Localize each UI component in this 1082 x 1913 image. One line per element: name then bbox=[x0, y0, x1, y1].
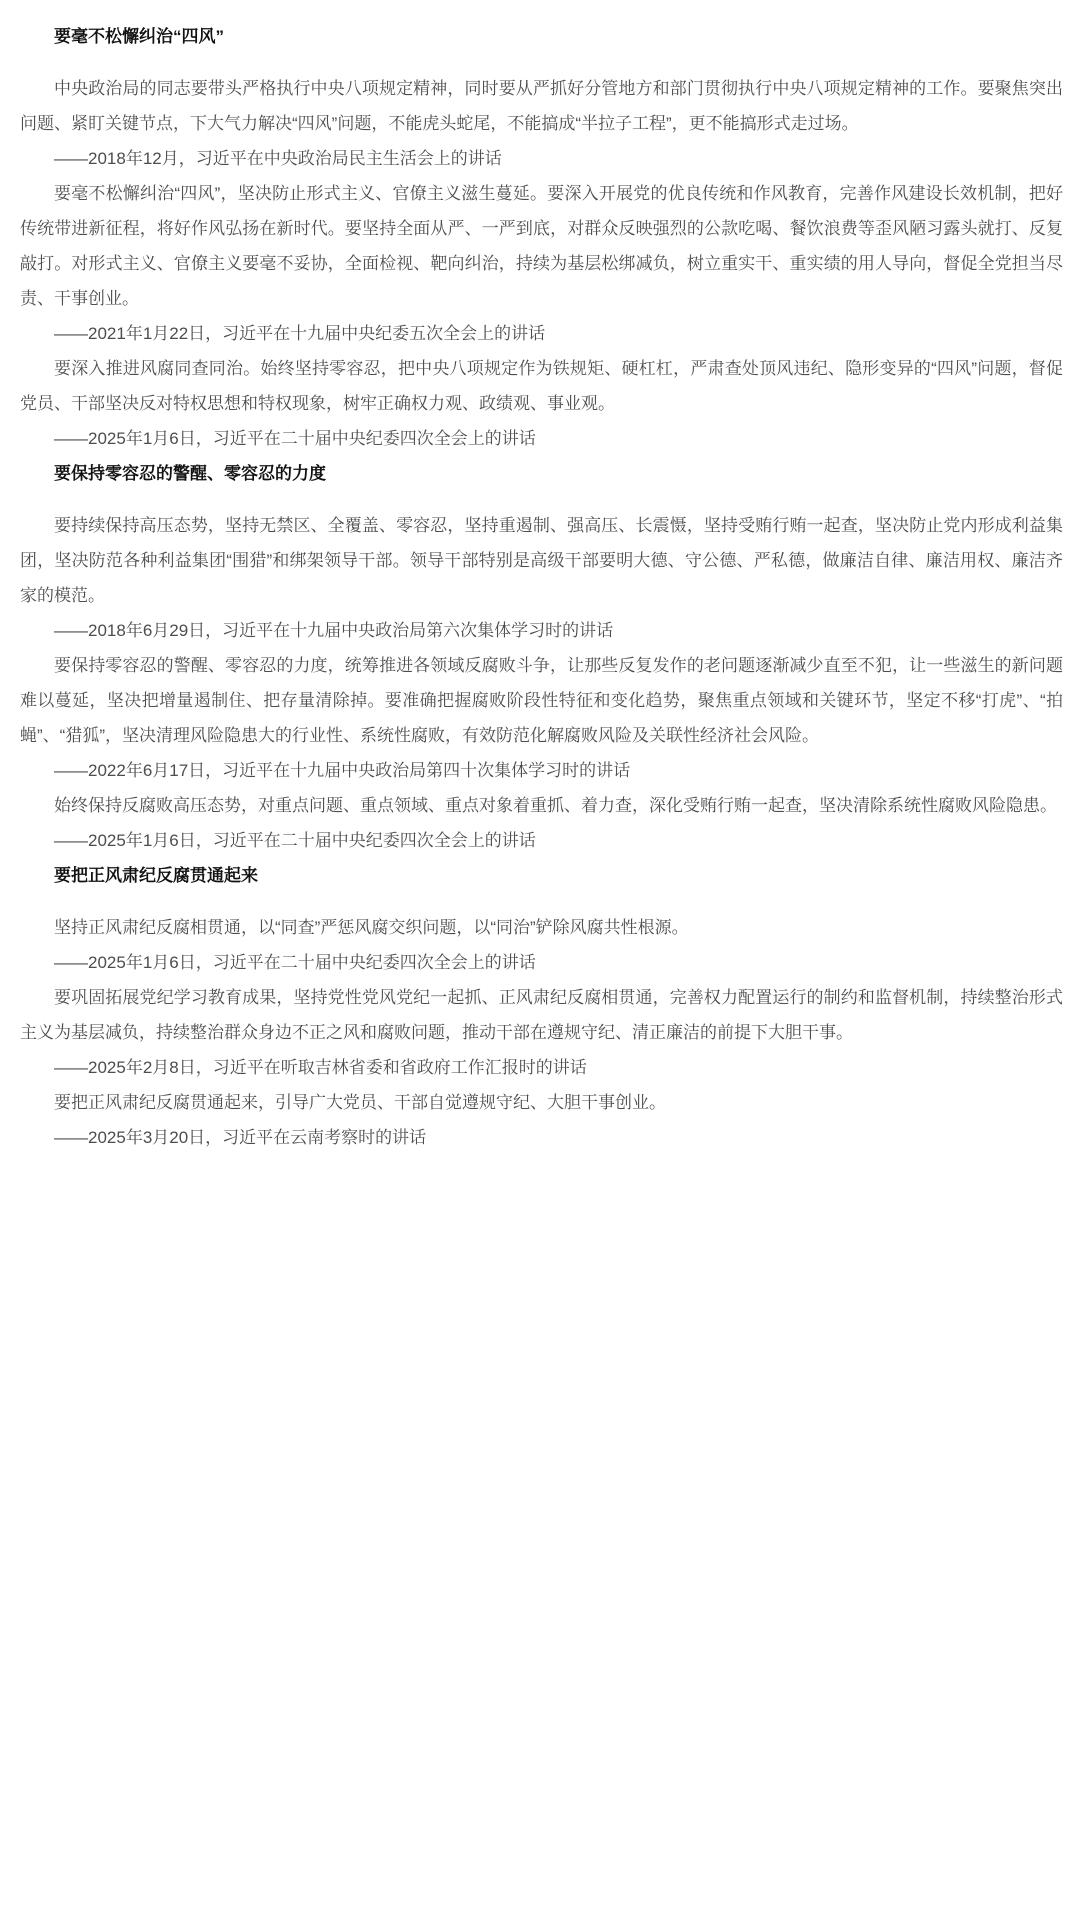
quote-text: 要把正风肃纪反腐贯通起来，引导广大党员、干部自觉遵规守纪、大胆干事创业。 bbox=[54, 1093, 666, 1112]
quote-attribution: ——2018年12月，习近平在中央政治局民主生活会上的讲话 bbox=[54, 149, 502, 168]
quote-block bbox=[20, 71, 1063, 176]
quote-block bbox=[20, 351, 1063, 456]
quote-block bbox=[20, 910, 1063, 980]
quote-block bbox=[20, 508, 1063, 648]
quote-attribution: ——2025年1月6日，习近平在二十届中央纪委四次全会上的讲话 bbox=[54, 831, 536, 850]
quote-text: 要保持零容忍的警醒、零容忍的力度，统筹推进各领域反腐败斗争，让那些反复发作的老问题逐渐减少直至不犯，让一些滋生的新问题难以蔓延，坚决把增量遏制住、把存量清除掉。要准确把握腐败阶段性特征和变化趋势，聚焦重点领域和关键环节，坚定不移“打虎”、“拍蝇”、“猎狐”，坚决清理风险隐患大的行业性、系统性腐败，有效防范化解腐败风险及关联性经济社会风险。 bbox=[20, 656, 1063, 745]
quote-attribution: ——2022年6月17日，习近平在十九届中央政治局第四十次集体学习时的讲话 bbox=[54, 761, 631, 780]
quote-block bbox=[20, 1085, 1063, 1155]
quote-text: 中央政治局的同志要带头严格执行中央八项规定精神，同时要从严抓好分管地方和部门贯彻执行中央八项规定精神的工作。要聚焦突出问题、紧盯关键节点，下大气力解决“四风”问题，不能虎头蛇尾，不能搞成“半拉子工程”，更不能搞形式走过场。 bbox=[20, 79, 1063, 133]
quote-text: 要毫不松懈纠治“四风”，坚决防止形式主义、官僚主义滋生蔓延。要深入开展党的优良传统和作风教育，完善作风建设长效机制，把好传统带进新征程，将好作风弘扬在新时代。要坚持全面从严、一严到底，对群众反映强烈的公款吃喝、餐饮浪费等歪风陋习露头就打、反复敲打。对形式主义、官僚主义要毫不妥协，全面检视、靶向纠治，持续为基层松绑减负，树立重实干、重实绩的用人导向，督促全党担当尽责、干事创业。 bbox=[20, 184, 1063, 308]
quote-text: 要巩固拓展党纪学习教育成果，坚持党性党风党纪一起抓、正风肃纪反腐相贯通，完善权力配置运行的制约和监督机制，持续整治形式主义为基层减负，持续整治群众身边不正之风和腐败问题，推动干部在遵规守纪、清正廉洁的前提下大胆干事。 bbox=[20, 988, 1063, 1042]
section-heading: 要把正风肃纪反腐贯通起来 bbox=[54, 866, 258, 885]
section-heading: 要毫不松懈纠治“四风” bbox=[54, 27, 224, 46]
quote-block bbox=[20, 176, 1063, 351]
quote-block bbox=[20, 648, 1063, 788]
quote-list bbox=[20, 910, 1063, 1155]
quote-list bbox=[20, 508, 1063, 858]
section-heading: 要保持零容忍的警醒、零容忍的力度 bbox=[54, 464, 326, 483]
topic-section bbox=[20, 456, 1063, 858]
quote-attribution: ——2021年1月22日，习近平在十九届中央纪委五次全会上的讲话 bbox=[54, 324, 546, 343]
quote-attribution: ——2025年1月6日，习近平在二十届中央纪委四次全会上的讲话 bbox=[54, 429, 536, 448]
quote-block bbox=[20, 788, 1063, 858]
quote-text: 要持续保持高压态势，坚持无禁区、全覆盖、零容忍，坚持重遏制、强高压、长震慑，坚持受贿行贿一起查，坚决防止党内形成利益集团，坚决防范各种利益集团“围猎”和绑架领导干部。领导干部特别是高级干部要明大德、守公德、严私德，做廉洁自律、廉洁用权、廉洁齐家的模范。 bbox=[20, 516, 1063, 605]
quote-attribution: ——2025年1月6日，习近平在二十届中央纪委四次全会上的讲话 bbox=[54, 953, 536, 972]
topic-section bbox=[20, 858, 1063, 1155]
topic-section bbox=[20, 19, 1063, 456]
quote-text: 要深入推进风腐同查同治。始终坚持零容忍，把中央八项规定作为铁规矩、硬杠杠，严肃查处顶风违纪、隐形变异的“四风”问题，督促党员、干部坚决反对特权思想和特权现象，树牢正确权力观、政绩观、事业观。 bbox=[20, 359, 1063, 413]
quote-attribution: ——2025年3月20日，习近平在云南考察时的讲话 bbox=[54, 1128, 427, 1147]
quote-attribution: ——2018年6月29日，习近平在十九届中央政治局第六次集体学习时的讲话 bbox=[54, 621, 614, 640]
quote-block bbox=[20, 980, 1063, 1085]
quote-text: 坚持正风肃纪反腐相贯通，以“同查”严惩风腐交织问题，以“同治”铲除风腐共性根源。 bbox=[54, 918, 689, 937]
quote-text: 始终保持反腐败高压态势，对重点问题、重点领域、重点对象着重抓、着力查，深化受贿行贿一起查，坚决清除系统性腐败风险隐患。 bbox=[54, 796, 1057, 815]
quote-list bbox=[20, 71, 1063, 456]
quote-attribution: ——2025年2月8日，习近平在听取吉林省委和省政府工作汇报时的讲话 bbox=[54, 1058, 587, 1077]
